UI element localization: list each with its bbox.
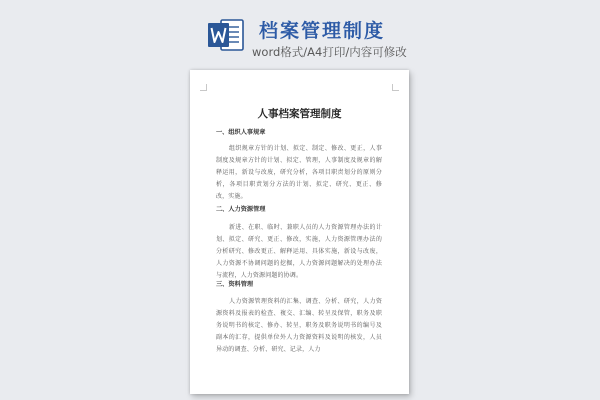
crop-mark-top-left — [200, 84, 207, 91]
section-paragraph: 组织规章方针的计划、拟定、制定、修改、更正，人事制度及规章方针的计划、拟定、管理，人事制度及规章的解释运用，新设与改废，研究分析，各项目职责划分的原则分析，各项目职责划分方法的计划、拟定、研究、更正、修改，实施。 — [216, 145, 382, 200]
section-heading: 三、资料管理 — [216, 281, 254, 288]
banner-title: 档案管理制度 — [259, 20, 386, 42]
document-page — [190, 70, 409, 394]
section-heading: 一、组织人事规章 — [216, 129, 266, 136]
word-document-icon — [207, 17, 245, 53]
section-paragraph: 人力资源管理资料的汇集、调查、分析、研究，人力资源资料及报表的检查、複交、汇编、转呈及保管，职务及职务说明书的核定、修办、转呈，职务及职务说明书的编号及副本的汇存，提供单位外人力资源资料及说明的核发，人员异动的调查、分析、研究、记录，人力 — [216, 298, 382, 353]
document-title: 人事档案管理制度 — [257, 108, 342, 120]
section-heading: 二、人力资源管理 — [216, 206, 266, 213]
crop-mark-top-right — [392, 84, 399, 91]
banner — [0, 0, 600, 70]
banner-subtitle: word格式/A4打印/内容可修改 — [252, 45, 407, 59]
section-paragraph: 新进、在职、临时、兼职人员的人力资源管理办法的计划、拟定、研究、更正、修改，实施，人力资源管理办法的分析研究、修改更正、解释运用、具体实施，新设与改废，人力资源不协调问题的挖掘，人力资源问题解决的处理办法与流程，人力资源问题的协调。 — [216, 224, 382, 279]
